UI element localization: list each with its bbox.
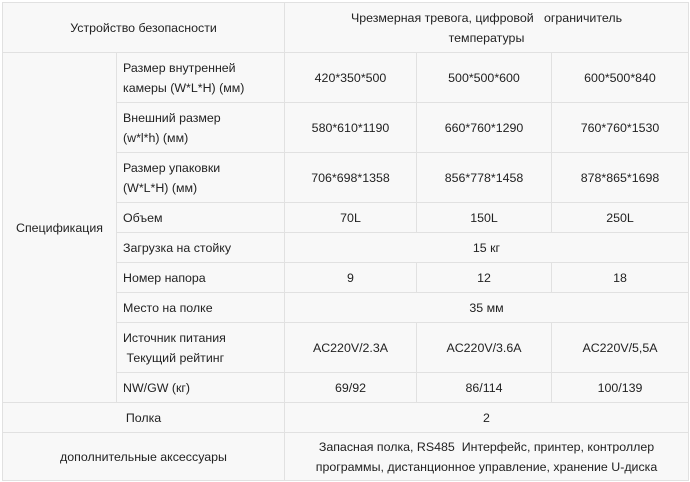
row-label-line2: (W*L*H) (мм) bbox=[123, 180, 198, 195]
table-cell: 70L bbox=[285, 203, 417, 233]
row-label: Место на полке bbox=[117, 293, 285, 323]
row-label-line2: Текущий рейтинг bbox=[123, 350, 225, 365]
row-label bbox=[117, 323, 285, 373]
specification-label: Спецификация bbox=[3, 53, 117, 403]
table-cell-merged: 35 мм bbox=[285, 293, 689, 323]
table-cell: AC220V/5,5A bbox=[552, 323, 689, 373]
table-cell: 18 bbox=[552, 263, 689, 293]
row-label bbox=[117, 53, 285, 103]
accessories-row bbox=[3, 433, 689, 481]
table-cell: 86/114 bbox=[417, 373, 552, 403]
row-label-line1: Источник питания bbox=[123, 330, 226, 345]
row-label: Номер напора bbox=[117, 263, 285, 293]
accessories-value bbox=[285, 433, 689, 481]
row-label: NW/GW (кг) bbox=[117, 373, 285, 403]
accessories-value-line1: Запасная полка, RS485 Интерфейс, принтер, контроллер bbox=[318, 439, 655, 454]
row-label-line1: Внешний размер bbox=[123, 110, 221, 125]
table-cell: 600*500*840 bbox=[552, 53, 689, 103]
table-cell: 9 bbox=[285, 263, 417, 293]
accessories-value-line2: программы, дистанционное управление, хранение U-диска bbox=[315, 459, 658, 474]
row-label: Объем bbox=[117, 203, 285, 233]
shelf-label: Полка bbox=[3, 403, 285, 433]
table-cell: 150L bbox=[417, 203, 552, 233]
table-cell: 660*760*1290 bbox=[417, 103, 552, 153]
specification-table bbox=[2, 2, 689, 481]
row-label: Загрузка на стойку bbox=[117, 233, 285, 263]
table-cell: 580*610*1190 bbox=[285, 103, 417, 153]
table-cell: AC220V/2.3A bbox=[285, 323, 417, 373]
table-cell: 69/92 bbox=[285, 373, 417, 403]
row-label-line2: (w*l*h) (мм) bbox=[123, 130, 189, 145]
table-cell: 760*760*1530 bbox=[552, 103, 689, 153]
table-cell: AC220V/3.6A bbox=[417, 323, 552, 373]
row-label-line1: Размер упаковки bbox=[123, 160, 221, 175]
accessories-label: дополнительные аксессуары bbox=[3, 433, 285, 481]
safety-label: Устройство безопасности bbox=[3, 3, 285, 53]
row-label-line1: Размер внутренней bbox=[123, 60, 236, 75]
shelf-row bbox=[3, 403, 689, 433]
safety-value-line2: температуры bbox=[448, 30, 525, 45]
row-label bbox=[117, 103, 285, 153]
table-cell: 420*350*500 bbox=[285, 53, 417, 103]
table-cell-merged: 15 кг bbox=[285, 233, 689, 263]
row-label-line2: камеры (W*L*H) (мм) bbox=[123, 80, 245, 95]
table-cell: 250L bbox=[552, 203, 689, 233]
table-row bbox=[3, 53, 689, 103]
safety-value bbox=[285, 3, 689, 53]
table-cell: 856*778*1458 bbox=[417, 153, 552, 203]
table-cell: 878*865*1698 bbox=[552, 153, 689, 203]
shelf-value: 2 bbox=[285, 403, 689, 433]
table-cell: 500*500*600 bbox=[417, 53, 552, 103]
table-cell: 12 bbox=[417, 263, 552, 293]
safety-row bbox=[3, 3, 689, 53]
safety-value-line1: Чрезмерная тревога, цифровой ограничитель bbox=[350, 10, 623, 25]
table-cell: 100/139 bbox=[552, 373, 689, 403]
row-label bbox=[117, 153, 285, 203]
table-cell: 706*698*1358 bbox=[285, 153, 417, 203]
